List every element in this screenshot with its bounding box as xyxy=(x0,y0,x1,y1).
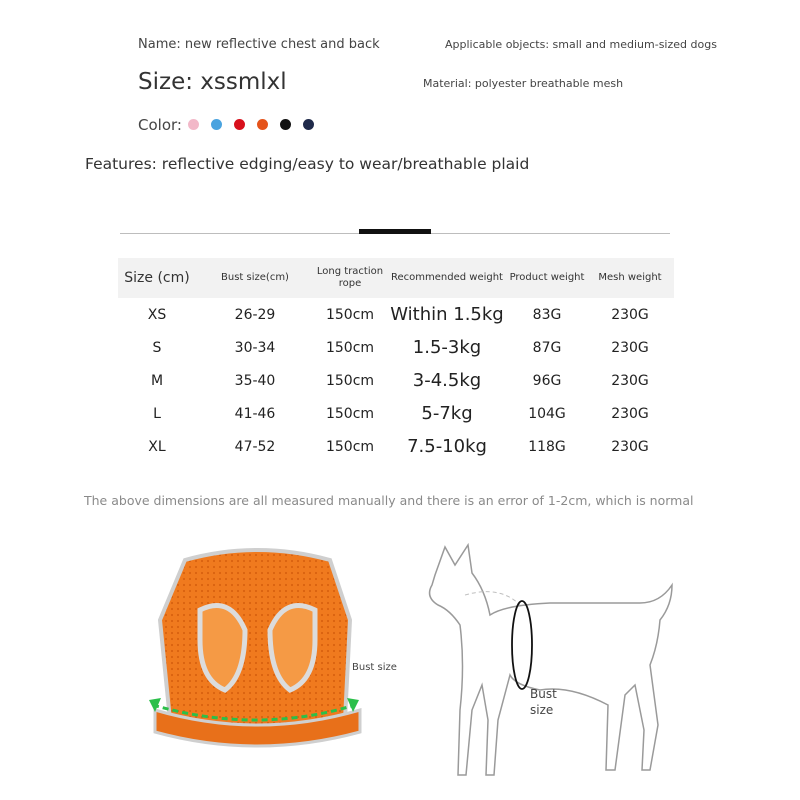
cell-mesh-weight: 230G xyxy=(611,306,649,323)
cell-weight: 7.5-10kg xyxy=(407,436,487,457)
bust-label-right: Bust size xyxy=(530,687,557,717)
col-header-rope: Long traction rope xyxy=(316,266,384,289)
table-row xyxy=(118,430,674,463)
table-body xyxy=(118,298,674,463)
product-name: Name: new reflective chest and back xyxy=(138,37,380,52)
cell-bust: 41-46 xyxy=(234,405,276,422)
size-table xyxy=(118,258,674,463)
cell-bust: 30-34 xyxy=(234,339,276,356)
col-header-mesh-weight: Mesh weight xyxy=(598,272,662,283)
bust-ring xyxy=(512,601,532,689)
cell-product-weight: 83G xyxy=(532,306,562,323)
table-row xyxy=(118,397,674,430)
col-header-bust: Bust size(cm) xyxy=(221,272,289,283)
cell-weight: 5-7kg xyxy=(421,403,473,424)
cell-weight: Within 1.5kg xyxy=(390,304,504,325)
cell-rope: 150cm xyxy=(325,306,375,323)
cell-mesh-weight: 230G xyxy=(611,339,649,356)
cell-rope: 150cm xyxy=(325,438,375,455)
table-row xyxy=(118,331,674,364)
cell-rope: 150cm xyxy=(325,405,375,422)
color-line xyxy=(138,116,326,134)
cell-mesh-weight: 230G xyxy=(611,372,649,389)
cell-weight: 3-4.5kg xyxy=(412,370,482,391)
cell-mesh-weight: 230G xyxy=(611,405,649,422)
table-row xyxy=(118,364,674,397)
cell-product-weight: 96G xyxy=(532,372,562,389)
color-swatch xyxy=(257,119,268,130)
cell-size: XL xyxy=(148,438,166,455)
cell-mesh-weight: 230G xyxy=(611,438,649,455)
table-row xyxy=(118,298,674,331)
measurement-note: The above dimensions are all measured manually and there is an error of 1-2cm, which is normal xyxy=(84,493,694,508)
col-header-product-weight: Product weight xyxy=(509,272,585,283)
cell-product-weight: 104G xyxy=(528,405,566,422)
material-line: Material: polyester breathable mesh xyxy=(423,77,624,90)
col-header-size: Size (cm) xyxy=(124,270,190,286)
section-divider-accent xyxy=(359,229,431,234)
cell-size: XS xyxy=(147,306,167,323)
features-line: Features: reflective edging/easy to wear/breathable plaid xyxy=(85,155,530,173)
color-swatches xyxy=(188,116,326,134)
cell-size: L xyxy=(153,405,161,422)
harness-image xyxy=(145,540,370,765)
bust-label-left: Bust size xyxy=(352,662,397,673)
table-header xyxy=(118,258,674,298)
color-swatch xyxy=(188,119,199,130)
cell-size: M xyxy=(150,372,164,389)
col-header-weight: Recommended weight xyxy=(391,272,503,283)
cell-product-weight: 118G xyxy=(528,438,566,455)
cell-rope: 150cm xyxy=(325,372,375,389)
applicable-objects: Applicable objects: small and medium-sized dogs xyxy=(445,38,717,51)
color-swatch xyxy=(280,119,291,130)
color-swatch xyxy=(234,119,245,130)
size-line: Size: xssmlxl xyxy=(138,69,287,95)
color-label: Color: xyxy=(138,116,182,134)
cell-size: S xyxy=(152,339,162,356)
cell-bust: 35-40 xyxy=(234,372,276,389)
cell-bust: 47-52 xyxy=(234,438,276,455)
dog-outline-image xyxy=(410,535,680,780)
cell-product-weight: 87G xyxy=(532,339,562,356)
cell-weight: 1.5-3kg xyxy=(412,337,482,358)
cell-bust: 26-29 xyxy=(234,306,276,323)
cell-rope: 150cm xyxy=(325,339,375,356)
color-swatch xyxy=(303,119,314,130)
color-swatch xyxy=(211,119,222,130)
